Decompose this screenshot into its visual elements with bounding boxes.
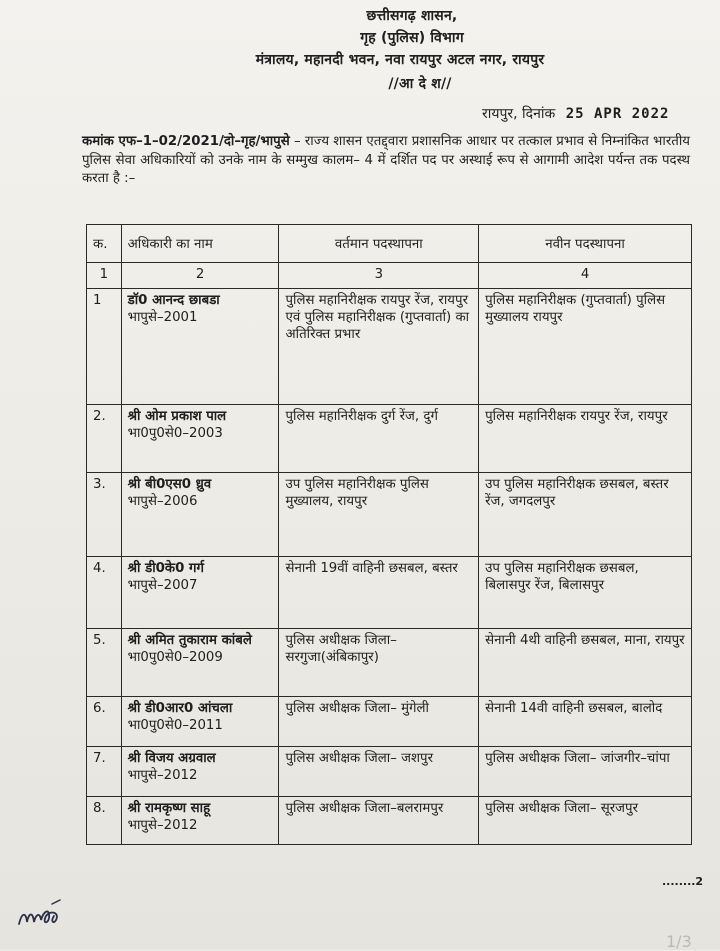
new-posting: पुलिस अधीक्षक जिला– जांजगीर–चांपा <box>479 747 692 797</box>
column-number: 2 <box>121 263 279 289</box>
officer-service: भा0पु0से0–2003 <box>127 426 223 441</box>
table-row <box>87 557 692 629</box>
officer-cell <box>121 697 279 747</box>
current-posting: पुलिस अधीक्षक जिला–बलरामपुर <box>279 797 479 845</box>
officer-cell <box>121 747 279 797</box>
posting-table <box>86 224 692 845</box>
serial-number: 5. <box>87 629 122 697</box>
officer-cell <box>121 405 279 473</box>
serial-number: 6. <box>87 697 122 747</box>
current-posting: पुलिस अधीक्षक जिला– मुंगेली <box>279 697 479 747</box>
officer-name: श्री डी0आर0 आंचला <box>127 701 233 716</box>
officer-name: श्री अमित तुकाराम कांबले <box>127 633 252 648</box>
officer-service: भापुसे–2006 <box>127 494 198 509</box>
header-current-posting: वर्तमान पदस्थापना <box>279 225 479 263</box>
date-line <box>482 104 669 123</box>
header-state: छत्तीसगढ़ शासन, <box>366 8 458 24</box>
table-header-row <box>87 225 692 263</box>
continued-marker: ........2 <box>662 875 704 888</box>
new-posting: पुलिस महानिरीक्षक (गुप्तवार्ता) पुलिस मुख्यालय रायपुर <box>479 289 692 405</box>
officer-cell <box>121 797 279 845</box>
officer-name: श्री ओम प्रकाश पाल <box>127 409 227 424</box>
header-department: गृह (पुलिस) विभाग <box>360 30 464 46</box>
column-number: 1 <box>87 263 122 289</box>
page-number: 1/3 <box>666 932 692 951</box>
serial-number: 2. <box>87 405 122 473</box>
header-order-title: //आ दे श// <box>388 76 452 92</box>
order-paragraph <box>82 133 690 189</box>
current-posting: पुलिस अधीक्षक जिला–सरगुजा(अंबिकापुर) <box>279 629 479 697</box>
serial-number: 3. <box>87 473 122 557</box>
table-row <box>87 405 692 473</box>
table-row <box>87 747 692 797</box>
new-posting: पुलिस अधीक्षक जिला– सूरजपुर <box>479 797 692 845</box>
current-posting: पुलिस अधीक्षक जिला– जशपुर <box>279 747 479 797</box>
officer-cell <box>121 557 279 629</box>
table-row <box>87 697 692 747</box>
date-label: रायपुर, दिनांक <box>482 106 556 122</box>
serial-number: 1 <box>87 289 122 405</box>
current-posting: पुलिस महानिरीक्षक दुर्ग रेंज, दुर्ग <box>279 405 479 473</box>
new-posting: सेनानी 4थी वाहिनी छसबल, माना, रायपुर <box>479 629 692 697</box>
current-posting: सेनानी 19वीं वाहिनी छसबल, बस्तर <box>279 557 479 629</box>
column-number: 3 <box>279 263 479 289</box>
officer-service: भा0पु0से0–2011 <box>127 718 223 733</box>
header-new-posting: नवीन पदस्थापना <box>479 225 692 263</box>
new-posting: उप पुलिस महानिरीक्षक छसबल, बिलासपुर रेंज, बिलासपुर <box>479 557 692 629</box>
column-number-row <box>87 263 692 289</box>
officer-name: श्री डी0के0 गर्ग <box>127 561 204 576</box>
serial-number: 7. <box>87 747 122 797</box>
order-text: – राज्य शासन एतद्द्वारा प्रशासनिक आधार पर तत्काल प्रभाव से निम्नांकित भारतीय पुलिस सेवा अधिकारियों को उनके नाम के सम्मुख कालम– 4 में दर्शित पद पर अस्थाई रूप से आगामी आदेश पर्यन्त तक पदस्थ करता है :– <box>82 134 690 186</box>
table-row <box>87 473 692 557</box>
current-posting: उप पुलिस महानिरीक्षक पुलिस मुख्यालय, रायपुर <box>279 473 479 557</box>
header-officer-name: अधिकारी का नाम <box>121 225 279 263</box>
column-number: 4 <box>479 263 692 289</box>
officer-name: श्री रामकृष्ण साहू <box>127 801 211 816</box>
table-row <box>87 797 692 845</box>
officer-cell <box>121 629 279 697</box>
current-posting: पुलिस महानिरीक्षक रायपुर रेंज, रायपुर एवं पुलिस महानिरीक्षक (गुप्तवार्ता) का अतिरिक्त प्रभार <box>279 289 479 405</box>
order-reference: कमांक एफ–1–02/2021/दो–गृह/भापुसे <box>82 134 290 149</box>
officer-service: भापुसे–2007 <box>127 578 198 593</box>
serial-number: 8. <box>87 797 122 845</box>
officer-service: भापुसे–2001 <box>127 310 198 325</box>
officer-service: भापुसे–2012 <box>127 768 198 783</box>
officer-service: भा0पु0से0–2009 <box>127 650 223 665</box>
header-address: मंत्रालय, महानदी भवन, नवा रायपुर अटल नगर, रायपुर <box>255 52 545 68</box>
officer-service: भापुसे–2012 <box>127 818 198 833</box>
officer-name: श्री विजय अग्रवाल <box>127 751 216 766</box>
new-posting: उप पुलिस महानिरीक्षक छसबल, बस्तर रेंज, जगदलपुर <box>479 473 692 557</box>
officer-name: श्री बी0एस0 ध्रुव <box>127 477 212 492</box>
officer-cell <box>121 473 279 557</box>
table-row <box>87 629 692 697</box>
serial-number: 4. <box>87 557 122 629</box>
initials-signature <box>16 898 76 934</box>
new-posting: सेनानी 14वी वाहिनी छसबल, बालोद <box>479 697 692 747</box>
date-stamp: 25 APR 2022 <box>565 106 670 122</box>
officer-cell <box>121 289 279 405</box>
officer-name: डॉ0 आनन्द छाबडा <box>127 293 220 308</box>
new-posting: पुलिस महानिरीक्षक रायपुर रेंज, रायपुर <box>479 405 692 473</box>
table-row <box>87 289 692 405</box>
header-serial: क. <box>87 225 122 263</box>
